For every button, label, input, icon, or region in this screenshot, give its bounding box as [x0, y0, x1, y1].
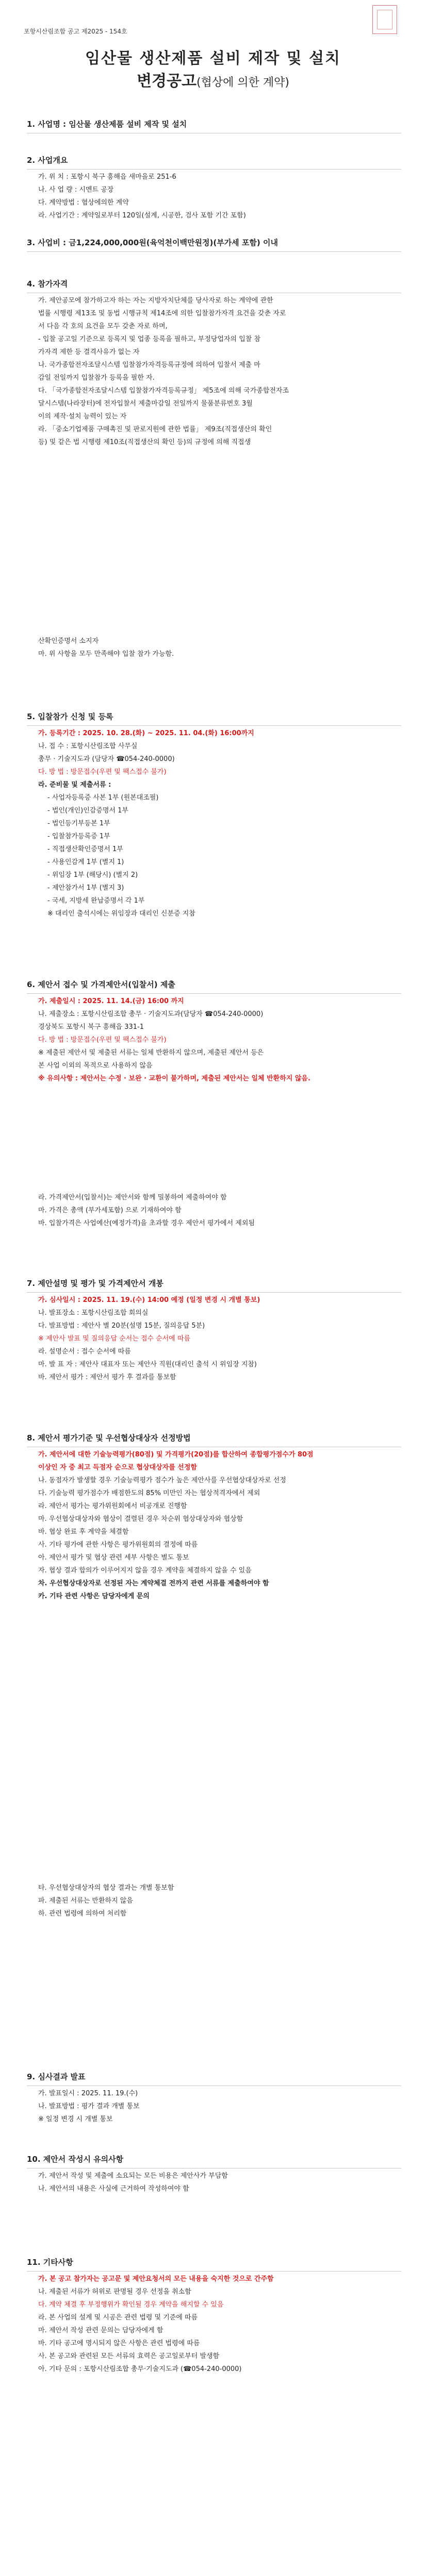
section-9-head: 9. 심사결과 발표	[27, 2071, 401, 2086]
s11-line: 사. 본 공고와 관련된 모든 서류의 효력은 공고일로부터 발생함	[38, 2352, 220, 2360]
s5-line: 나. 접 수 : 포항시산림조합 사무실	[38, 742, 138, 750]
s4-line: 달시스템(나라장터)에 전자입찰서 제출마감일 전일까지 물품분류번호 3월	[38, 400, 253, 408]
s8b-line: 타. 우선협상대상자의 협상 결과는 개별 통보함	[38, 1884, 174, 1892]
section-5-head: 5. 입찰참가 신청 및 등록	[27, 711, 401, 726]
section-5	[27, 711, 401, 919]
s4-line: 가자격 제한 등 결격사유가 없는 자	[38, 348, 140, 356]
s11-line: 바. 기타 공고에 명시되지 않은 사항은 관련 법령에 따름	[38, 2340, 200, 2347]
section-4-cont	[27, 634, 401, 659]
section-2-head: 2. 사업개요	[27, 155, 401, 170]
section-8-head: 8. 제안서 평가기준 및 우선협상대상자 선정방법	[27, 1432, 401, 1447]
s8-line: 라. 제안서 평가는 평가위원회에서 비공개로 진행함	[38, 1502, 187, 1510]
s5-line: - 국세, 지방세 완납증명서 각 1부	[47, 897, 145, 905]
s4-line: 법률 시행령 제13조 및 동법 시행규칙 제14조에 의한 입찰참가자격 요건을 갖춘 자로	[38, 310, 286, 317]
section-3-head: 3. 사업비 : 금1,224,000,000원(육억천이백만원정)(부가세 포함) 이내	[27, 237, 401, 252]
approval-stamp-box	[372, 5, 397, 34]
page-title: 임산물 생산제품 설비 제작 및 설치	[85, 49, 341, 67]
s2-line: 라. 사업기간 : 계약일로부터 120일(설계, 시공한, 검사 포함 기간 포함)	[38, 212, 246, 219]
s8-line: 자. 협상 결과 합의가 이루어지지 않을 경우 계약을 체결하지 않을 수 있음	[38, 1567, 252, 1574]
s6-line: 다. 방 법 : 방문접수(우편 및 팩스접수 불가)	[38, 1036, 167, 1044]
s4-line: 서 다음 각 호의 요건을 모두 갖춘 자로 하며,	[38, 323, 168, 330]
s5-line: - 법인(개인)인감증명서 1부	[47, 807, 128, 815]
section-7	[27, 1278, 401, 1383]
s7-line: 바. 제안서 평가 : 제안서 평가 후 결과를 통보함	[38, 1374, 176, 1381]
s6-line: 본 사업 이외의 목적으로 사용하지 않음	[38, 1062, 153, 1070]
section-10-head: 10. 제안서 작성시 유의사항	[27, 2154, 401, 2168]
stamp-inner	[377, 10, 392, 29]
s5-line: 라. 준비물 및 제출서류 :	[38, 781, 111, 789]
s6-line: 가. 제출일시 : 2025. 11. 14.(금) 16:00 까지	[38, 997, 184, 1005]
s6-line: 나. 제출장소 : 포항시산림조합 총무 · 기술지도과(담당자 ☎054-240-0000)	[38, 1010, 264, 1018]
s8-line: 나. 동점자가 발생할 경우 기술능력평가 점수가 높은 제안사를 우선협상대상자로 선정	[38, 1477, 286, 1484]
section-6-head: 6. 제안서 접수 및 가격제안서(입찰서) 제출	[27, 979, 401, 994]
s7-line: 나. 발표장소 : 포항시산림조합 회의실	[38, 1309, 149, 1317]
s8-line: 바. 협상 완료 후 계약을 체결함	[38, 1528, 129, 1536]
s5-line: ※ 대리인 출석시에는 위임장과 대리인 신분증 지참	[47, 910, 195, 918]
subtitle-note: (협상에 의한 계약)	[196, 76, 289, 89]
s4-line: 산확인증명서 소지자	[38, 637, 99, 645]
s4-line: 나. 국가종합전자조달시스템 입찰참가자격등록규정에 의하여 입찰서 제출 마	[38, 361, 260, 369]
s5-line: - 직접생산확인증명서 1부	[47, 845, 123, 853]
s4-line: 라. 「중소기업제품 구매촉진 및 판로지원에 관한 법률」 제9조(직접생산의 확인	[38, 426, 272, 433]
s4-line: 마. 위 사항을 모두 만족해야 입찰 참가 가능함.	[38, 650, 174, 658]
section-3	[27, 237, 401, 252]
s5-line: - 제안참가서 1부 (별지 3)	[47, 884, 124, 892]
s11-line: 아. 기타 문의 : 포항시산림조합 총무·기술지도과 (☎054-240-0000)	[38, 2365, 242, 2373]
s4-line: 가. 제안공모에 참가하고자 하는 자는 지방자치단체를 당사자로 하는 계약에 관한	[38, 297, 273, 304]
s8-line: 사. 기타 평가에 관한 사항은 평가위원회의 결정에 따름	[38, 1541, 198, 1549]
s4-line: 감일 전일까지 입찰참가 등록을 필한 자.	[38, 374, 155, 382]
s6-line: ※ 제출된 제안서 및 제출된 서류는 일체 반환하지 않으며, 제출된 제안서 등은	[38, 1049, 264, 1057]
s8-line: 가. 제안서에 대한 기술능력평가(80점) 및 가격평가(20점)를 합산하여 종합평가점수가 80점	[38, 1451, 314, 1459]
s10-line: 나. 제안서의 내용은 사실에 근거하여 작성하여야 함	[38, 2185, 189, 2193]
s5-line: 가. 등록기간 : 2025. 10. 28.(화) ~ 2025. 11. 04.(화) 16:00까지	[38, 730, 254, 737]
s2-line: 다. 계약방법 : 협상에의한 계약	[38, 199, 129, 207]
section-8	[27, 1432, 401, 1602]
s9-line: ※ 일정 변경 시 개별 통보	[38, 2115, 113, 2123]
s5-line: - 사업자등록증 사본 1부 (원본대조필)	[47, 794, 159, 802]
s7-line: ※ 제안사 발표 및 질의응답 순서는 접수 순서에 따름	[38, 1335, 191, 1343]
s4-line: - 입찰 공고일 기준으로 등록지 및 업종 등록을 필하고, 부정당업자의 입찰 참	[38, 335, 261, 343]
s6-line: ※ 유의사항 : 제안서는 수정 · 보완 · 교환이 불가하며, 제출된 제안서는 일체 반환하지 않음.	[38, 1075, 310, 1082]
s8b-line: 하. 관련 법령에 의하여 처리함	[38, 1910, 127, 1918]
section-1-head: 1. 사업명 : 임산물 생산제품 설비 제작 및 설치	[27, 118, 401, 133]
s5-line: 다. 방 법 : 방문접수(우편 및 팩스접수 불가)	[38, 768, 167, 776]
section-7-head: 7. 제안설명 및 평가 및 가격제안서 개봉	[27, 1278, 401, 1293]
section-9	[27, 2071, 401, 2125]
s7-line: 가. 심사일시 : 2025. 11. 19.(수) 14:00 예정 (일정 변경 시 개별 통보)	[38, 1296, 260, 1304]
s8-line: 다. 기술능력 평가점수가 배점한도의 85% 미만인 자는 협상적격자에서 제외	[38, 1489, 260, 1497]
section-4-head: 4. 참가자격	[27, 278, 401, 293]
section-4	[27, 278, 401, 448]
s7-line: 다. 발표방법 : 제안사 별 20분(설명 15분, 질의응답 5분)	[38, 1322, 205, 1330]
s8-line: 이상인 자 중 최고 득점자 순으로 협상대상자를 선정함	[38, 1464, 197, 1471]
section-1	[27, 118, 401, 133]
section-11-head: 11. 기타사항	[27, 2257, 401, 2272]
s8-line: 아. 제안서 평가 및 협상 관련 세부 사항은 별도 통보	[38, 1554, 189, 1562]
s11-line: 다. 계약 체결 후 부정행위가 확인될 경우 계약을 해지할 수 있음	[38, 2301, 224, 2309]
section-8-cont	[27, 1880, 401, 1919]
s9-line: 가. 발표일시 : 2025. 11. 19.(수)	[38, 2090, 138, 2097]
s11-line: 가. 본 공고 참가자는 공고문 및 제안요청서의 모든 내용을 숙지한 것으로 간주함	[38, 2275, 274, 2283]
s8-line: 카. 기타 관련 사항은 담당자에게 문의	[38, 1592, 150, 1600]
s8-line: 마. 우선협상대상자와 협상이 결렬된 경우 차순위 협상대상자와 협상함	[38, 1515, 243, 1523]
s6b-line: 마. 가격은 총액 (부가세포함) 으로 기재하여야 함	[38, 1207, 182, 1214]
s6b-line: 라. 가격제안서(입찰서)는 제안서와 함께 밀봉하여 제출하여야 함	[38, 1194, 227, 1201]
title-block	[0, 47, 426, 94]
s11-line: 마. 제안서 작성 관련 문의는 담당자에게 함	[38, 2327, 163, 2334]
section-10	[27, 2154, 401, 2194]
s5-line: - 사용인감계 1부 (별지 1)	[47, 858, 124, 866]
s6-line: 경상북도 포항시 북구 흥해읍 331-1	[38, 1023, 144, 1031]
s4-line: 이의 제작·설치 능력이 있는 자	[38, 413, 127, 420]
section-6-cont	[27, 1190, 401, 1229]
s7-line: 라. 설명순서 : 접수 순서에 따름	[38, 1348, 131, 1355]
section-2	[27, 155, 401, 221]
section-6	[27, 979, 401, 1084]
s9-line: 나. 발표방법 : 평가 결과 개별 통보	[38, 2103, 140, 2110]
subtitle-main: 변경공고	[137, 72, 196, 90]
s2-line: 나. 사 업 량 : 시멘트 공장	[38, 186, 114, 194]
page-subtitle	[0, 70, 426, 94]
s10-line: 가. 제안서 작성 및 제출에 소요되는 모든 비용은 제안사가 부담함	[38, 2172, 228, 2180]
s6b-line: 바. 입찰가격은 사업예산(예정가격)을 초과할 경우 제안서 평가에서 제외됨	[38, 1219, 255, 1227]
s4-line: 등) 및 같은 법 시행령 제10조(직접생산의 확인 등)의 규정에 의해 직접생	[38, 438, 251, 446]
s8b-line: 파. 제출된 서류는 반환하지 않음	[38, 1897, 133, 1905]
s5-line: - 위임장 1부 (해당시) (별지 2)	[47, 871, 138, 879]
section-11	[27, 2257, 401, 2375]
s7-line: 마. 발 표 자 : 제안사 대표자 또는 제안사 직원(대리인 출석 시 위임장 지참)	[38, 1361, 257, 1368]
s4-line: 다. 「국가종합전자조달시스템 입찰참가자격등록규정」 제5조에 의해 국가종합전자조	[38, 387, 289, 395]
s5-line: 총무 · 기술지도과 (담당자 ☎054-240-0000)	[38, 755, 175, 763]
s2-line: 가. 위 치 : 포항시 북구 흥해읍 새마을로 251-6	[38, 173, 176, 181]
s5-line: - 법인등기부등본 1부	[47, 820, 110, 827]
s11-line: 라. 본 사업의 설계 및 시공은 관련 법령 및 기준에 따름	[38, 2314, 198, 2321]
s11-line: 나. 제출된 서류가 허위로 판명될 경우 선정을 취소함	[38, 2288, 191, 2296]
s5-line: - 입찰참가등록증 1부	[47, 833, 110, 840]
notice-number: 포항시산림조합 공고 제2025 - 154호	[24, 28, 127, 35]
s8-line: 차. 우선협상대상자로 선정된 자는 계약체결 전까지 관련 서류를 제출하여야 함	[38, 1580, 269, 1587]
